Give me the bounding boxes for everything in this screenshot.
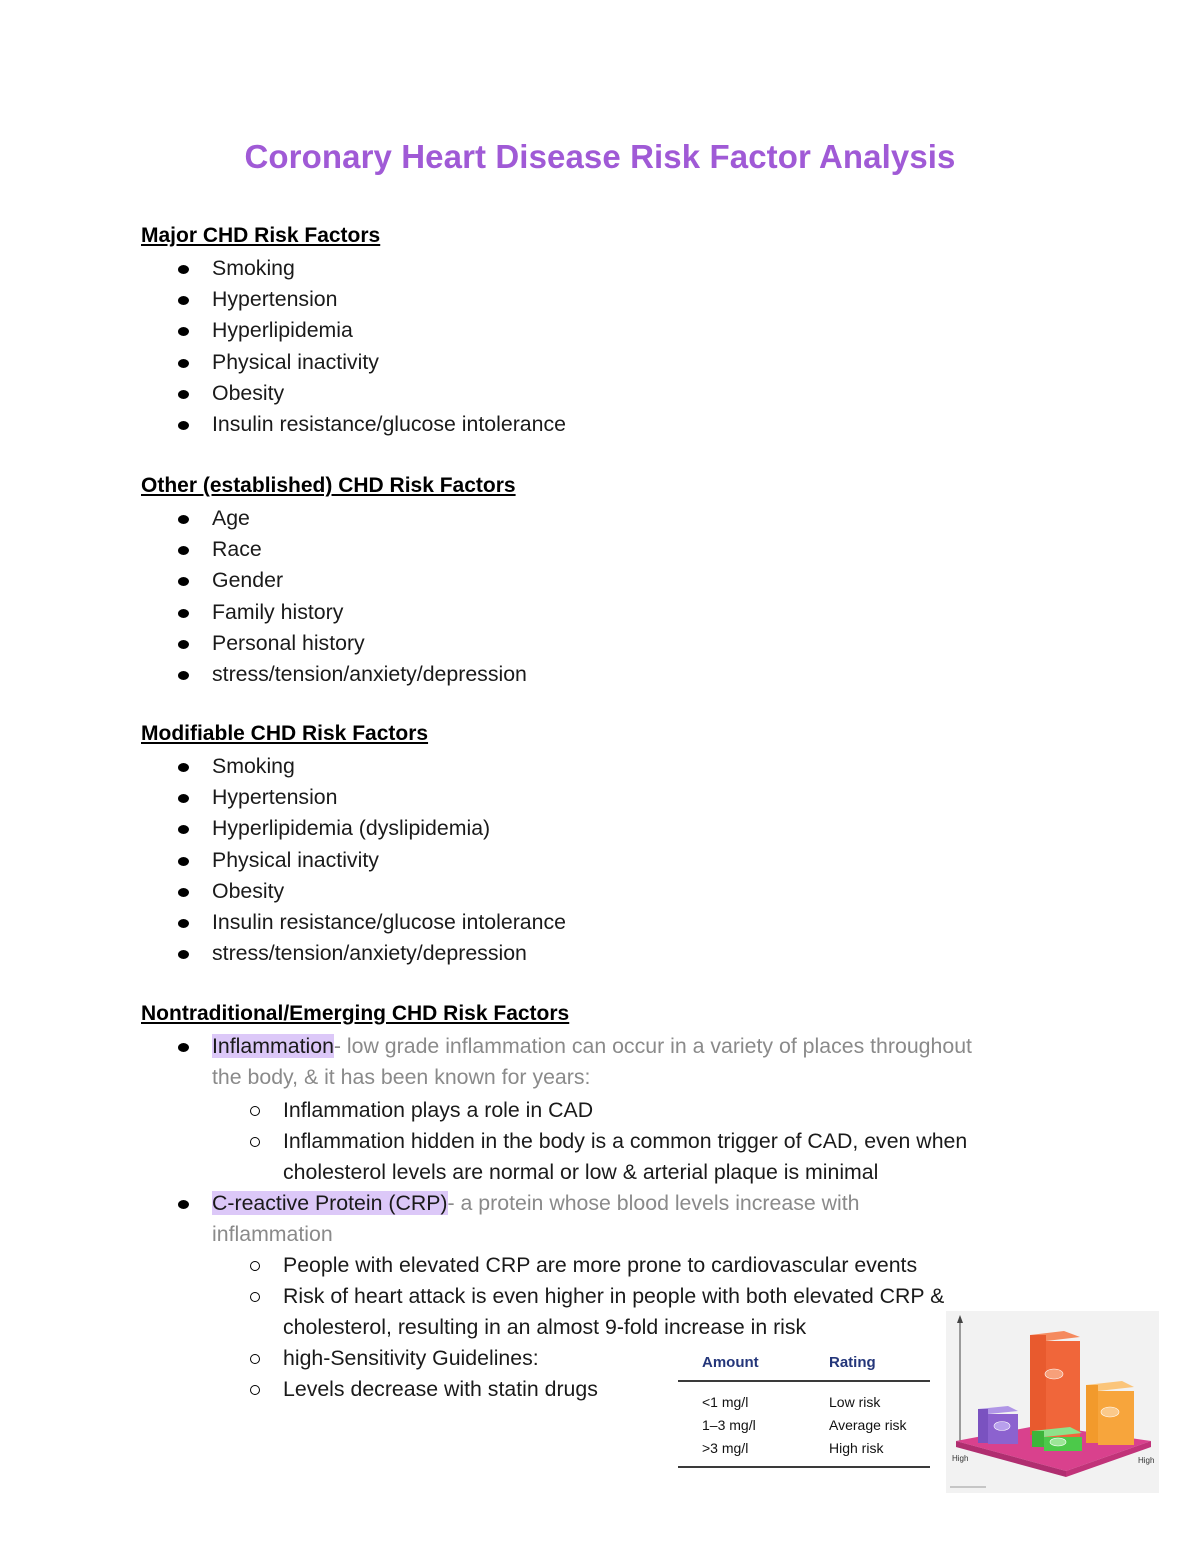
list-item: Race — [0, 534, 527, 565]
chart-illustration — [946, 1311, 1159, 1493]
list-item: Insulin resistance/glucose intolerance — [0, 409, 566, 440]
bullet-icon — [178, 857, 189, 866]
x-axis-label: High — [1138, 1456, 1155, 1465]
section-heading-nontraditional: Nontraditional/Emerging CHD Risk Factors — [141, 1002, 570, 1025]
bar-side — [978, 1409, 988, 1443]
list-item: stress/tension/anxiety/depression — [0, 659, 527, 690]
sub-bullet-icon — [250, 1385, 260, 1395]
table-cell-amount: <1 mg/l — [702, 1394, 749, 1410]
bar-side — [1086, 1385, 1098, 1443]
list-item: Smoking — [0, 751, 566, 782]
sub-bullet-icon — [250, 1106, 260, 1116]
table-cell-rating: Average risk — [829, 1417, 907, 1433]
list-item: Family history — [0, 597, 527, 628]
sub-bullet-icon — [250, 1137, 260, 1147]
sub-list-item: People with elevated CRP are more prone to cardiovascular events — [0, 1250, 1200, 1281]
term-description: - a protein whose blood levels increase with — [447, 1191, 860, 1215]
table-header — [678, 1346, 930, 1382]
bullet-icon — [178, 421, 189, 430]
x-axis-label: High — [952, 1454, 969, 1463]
crp-risk-chart-image — [946, 1311, 1159, 1493]
bullet-icon — [178, 327, 189, 336]
section-heading-major: Major CHD Risk Factors — [141, 224, 381, 247]
sub-bullet-icon — [250, 1354, 260, 1364]
page-title: Coronary Heart Disease Risk Factor Analysis — [244, 138, 956, 175]
list-item: Hyperlipidemia (dyslipidemia) — [0, 813, 566, 844]
highlighted-term: Inflammation — [212, 1034, 334, 1058]
list-item: Obesity — [0, 378, 566, 409]
term-description: - low grade inflammation can occur in a variety of places throughout — [333, 1034, 972, 1058]
list-item-crp — [0, 1188, 1200, 1250]
table-body — [678, 1382, 930, 1468]
list-modifiable — [0, 751, 566, 969]
bar-side — [1032, 1431, 1044, 1447]
sub-list-item: Risk of heart attack is even higher in people with both elevated CRP & cholesterol, resulting in an almost 9-fold increase in risk — [0, 1281, 1200, 1343]
list-item: Physical inactivity — [0, 347, 566, 378]
list-item: Gender — [0, 565, 527, 596]
term-description-cont: the body, & it has been known for years: — [212, 1065, 591, 1089]
bar-value-badge — [1101, 1407, 1119, 1417]
list-item: stress/tension/anxiety/depression — [0, 938, 566, 969]
bullet-icon — [178, 888, 189, 897]
sub-list-item: Inflammation hidden in the body is a common trigger of CAD, even when cholesterol levels are normal or low & arterial plaque is minimal — [0, 1126, 1200, 1188]
bullet-icon — [178, 546, 189, 555]
column-header-rating: Rating — [829, 1354, 876, 1371]
list-item-inflammation — [0, 1031, 1200, 1093]
list-item: Age — [0, 503, 527, 534]
crp-guidelines-table — [678, 1346, 930, 1468]
column-header-amount: Amount — [702, 1354, 759, 1371]
bullet-icon — [178, 515, 189, 524]
highlighted-term: C-reactive Protein (CRP) — [212, 1191, 448, 1215]
bullet-icon — [178, 640, 189, 649]
bullet-icon — [178, 950, 189, 959]
bullet-icon — [178, 577, 189, 586]
sub-bullet-icon — [250, 1292, 260, 1302]
list-item: Hypertension — [0, 284, 566, 315]
list-item: Hypertension — [0, 782, 566, 813]
sub-list-item: Levels decrease with statin drugs — [0, 1374, 640, 1405]
bullet-icon — [178, 359, 189, 368]
list-item: Smoking — [0, 253, 566, 284]
bullet-icon — [178, 609, 189, 618]
sub-list-item: high-Sensitivity Guidelines: — [0, 1343, 640, 1374]
term-description-cont: inflammation — [212, 1222, 333, 1246]
table-cell-rating: High risk — [829, 1440, 884, 1456]
bullet-icon — [178, 1043, 189, 1052]
list-item: Insulin resistance/glucose intolerance — [0, 907, 566, 938]
table-cell-amount: >3 mg/l — [702, 1440, 749, 1456]
list-major — [0, 253, 566, 440]
bullet-icon — [178, 265, 189, 274]
list-item: Obesity — [0, 876, 566, 907]
axis-arrow-icon — [957, 1315, 963, 1323]
bullet-icon — [178, 825, 189, 834]
table-cell-amount: 1–3 mg/l — [702, 1417, 756, 1433]
section-heading-modifiable: Modifiable CHD Risk Factors — [141, 722, 429, 745]
sub-list-item: Inflammation plays a role in CAD — [0, 1095, 1200, 1126]
sub-bullet-icon — [250, 1261, 260, 1271]
bar-front — [1046, 1341, 1080, 1439]
bar-side — [1030, 1335, 1046, 1435]
bullet-icon — [178, 671, 189, 680]
section-heading-other: Other (established) CHD Risk Factors — [141, 474, 516, 497]
list-item: Hyperlipidemia — [0, 315, 566, 346]
bar-value-badge — [994, 1422, 1010, 1431]
list-item: Personal history — [0, 628, 527, 659]
bar-front — [1098, 1391, 1134, 1445]
list-other — [0, 503, 527, 690]
bar-value-badge — [1045, 1369, 1063, 1379]
list-item: Physical inactivity — [0, 845, 566, 876]
bullet-icon — [178, 919, 189, 928]
table-cell-rating: Low risk — [829, 1394, 881, 1410]
bullet-icon — [178, 296, 189, 305]
bar-value-badge — [1050, 1438, 1066, 1446]
bullet-icon — [178, 763, 189, 772]
bullet-icon — [178, 390, 189, 399]
bullet-icon — [178, 1200, 189, 1209]
bullet-icon — [178, 794, 189, 803]
